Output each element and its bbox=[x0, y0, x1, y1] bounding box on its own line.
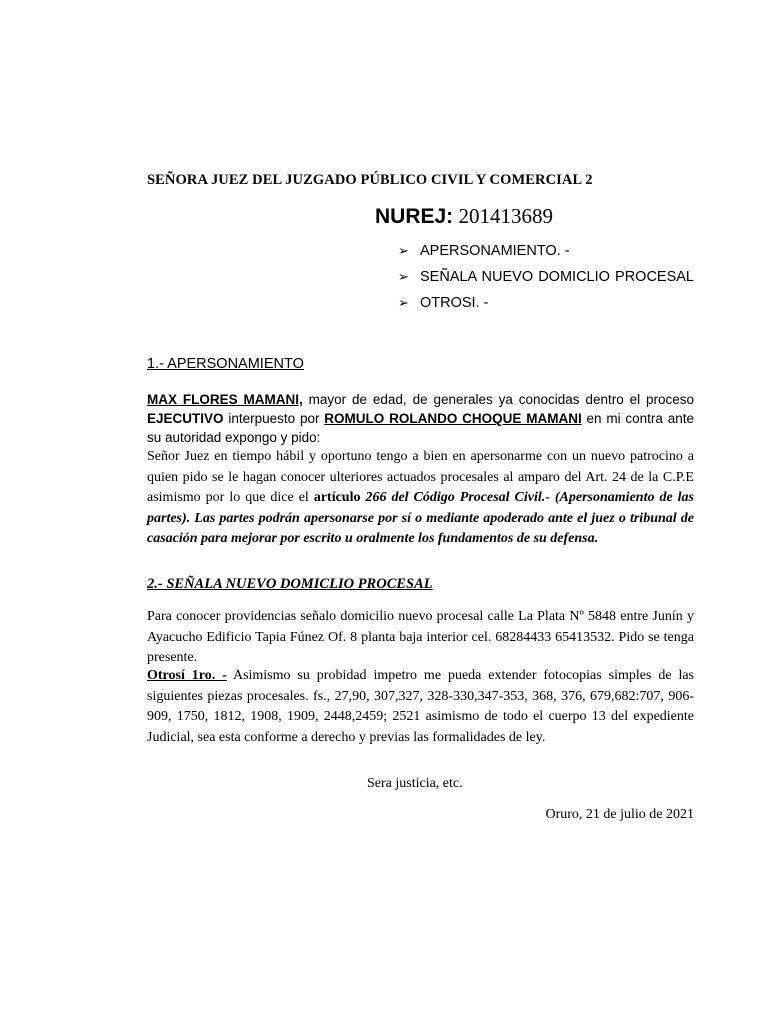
closing-line: Sera justicia, etc. bbox=[367, 776, 463, 791]
nurej-line bbox=[375, 204, 553, 229]
arrow-bullet-icon: ➢ bbox=[398, 243, 409, 258]
nurej-number: 201413689 bbox=[458, 204, 553, 228]
section-1-heading: 1.- APERSONAMIENTO bbox=[147, 356, 304, 372]
motion-text: APERSONAMIENTO. - bbox=[420, 243, 570, 259]
motions-list bbox=[398, 238, 694, 316]
paragraph-text: mayor de edad, de generales ya conocidas dentro el proceso bbox=[302, 392, 694, 407]
paragraph-appearance bbox=[147, 390, 694, 447]
paragraph-otrosi bbox=[147, 666, 694, 748]
arrow-bullet-icon: ➢ bbox=[398, 295, 409, 310]
motion-item bbox=[398, 264, 694, 290]
article-word: artículo bbox=[313, 490, 361, 505]
arrow-bullet-icon: ➢ bbox=[398, 269, 409, 284]
process-type: EJECUTIVO bbox=[147, 411, 224, 426]
motion-item bbox=[398, 238, 694, 264]
otrosi-label: Otrosí 1ro. - bbox=[147, 668, 227, 683]
nurej-label: NUREJ: bbox=[375, 205, 454, 228]
petitioner-name: MAX FLORES MAMANI, bbox=[147, 392, 303, 407]
article-citation: 266 del Código Procesal Civil.- (Apersonamiento de las partes). Las partes podrán apersonarse por sí o mediante apoderado ante el juez o tribunal de casación para mejorar por escrito u oralmente los fundamentos de su defensa. bbox=[147, 490, 694, 546]
section-2-heading: 2.- SEÑALA NUEVO DOMICLIO PROCESAL bbox=[147, 576, 433, 592]
paragraph-text: Asimismo su probidad impetro me pueda extender fotocopias simples de las siguientes piezas procesales. fs., 27,90, 307,327, 328-330,347-353, 368, 376, 679,682:707, 906-909, 1750, 1812, 1908, 1909, 2448,2459; 2521 asimismo de todo el cuerpo 13 del expediente Judicial, sea esta conforme a derecho y previas las formalidades de ley. bbox=[147, 668, 694, 745]
paragraph-legal-basis bbox=[147, 447, 694, 550]
motion-text: SEÑALA NUEVO DOMICLIO PROCESAL bbox=[420, 269, 694, 285]
motion-text: OTROSI. - bbox=[420, 295, 489, 311]
date-line: Oruro, 21 de julio de 2021 bbox=[545, 807, 694, 822]
paragraph-text: en mi contra ante su autoridad expongo y pido: bbox=[147, 411, 695, 445]
paragraph-text: interpuesto por bbox=[223, 411, 325, 426]
motion-item bbox=[398, 290, 694, 316]
paragraph-domicile: Para conocer providencias señalo domicilio nuevo procesal calle La Plata Nº 5848 entre Junín y Ayacucho Edificio Tapia Fúnez Of. 8 planta baja interior cel. 68284433 65413532. Pido se tenga presente. bbox=[147, 609, 694, 665]
paragraph-text: Señor Juez en tiempo hábil y oportuno tengo a bien en apersonarme con un nuevo patrocino a quien pido se le hagan conocer ulteriores actuados procesales al amparo del Art. 24 de la C.P.E asimismo por lo que dice el bbox=[147, 449, 694, 505]
addressee-heading: SEÑORA JUEZ DEL JUZGADO PÚBLICO CIVIL Y COMERCIAL 2 bbox=[147, 172, 593, 188]
plaintiff-name: ROMULO ROLANDO CHOQUE MAMANI bbox=[324, 411, 582, 426]
